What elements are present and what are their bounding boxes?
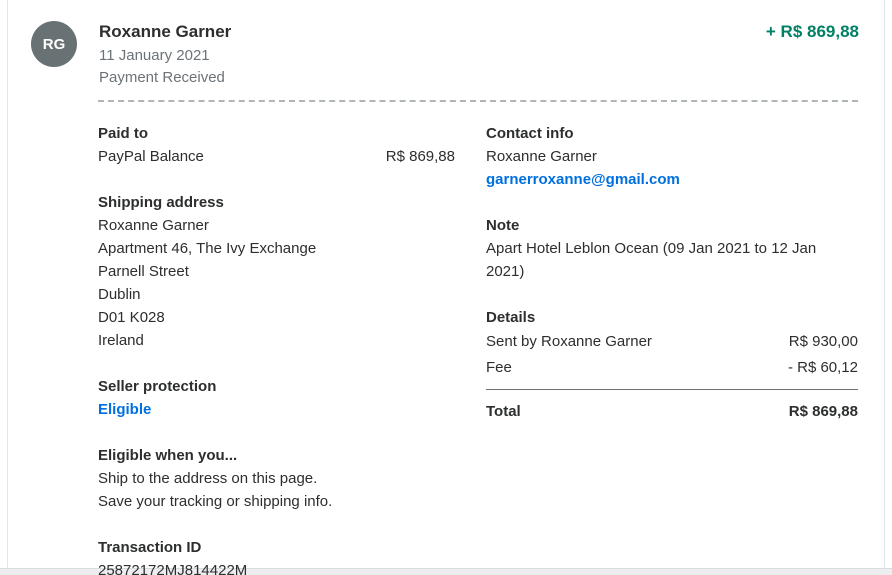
shipping-address-line: Dublin bbox=[98, 286, 141, 303]
total-value: R$ 869,88 bbox=[788, 403, 858, 420]
details-row-total bbox=[486, 399, 858, 425]
shipping-address-heading: Shipping address bbox=[98, 194, 224, 211]
eligibility-line: Ship to the address on this page. bbox=[98, 470, 318, 487]
details-section bbox=[486, 306, 858, 425]
transaction-id-section bbox=[98, 536, 455, 575]
details-row-fee bbox=[486, 355, 858, 381]
paid-to-row bbox=[98, 145, 455, 168]
details-heading: Details bbox=[486, 309, 536, 326]
shipping-address-line: D01 K028 bbox=[98, 309, 165, 326]
details-fee-value: - R$ 60,12 bbox=[787, 359, 858, 376]
right-column bbox=[486, 122, 858, 575]
contact-info-section bbox=[486, 122, 858, 191]
note-heading: Note bbox=[486, 217, 520, 234]
contact-name: Roxanne Garner bbox=[486, 148, 597, 165]
eligibility-line: Save your tracking or shipping info. bbox=[98, 493, 333, 510]
detail-columns bbox=[8, 102, 884, 575]
paid-to-label: PayPal Balance bbox=[98, 148, 204, 165]
details-row-sent-by bbox=[486, 329, 858, 355]
transaction-id-heading: Transaction ID bbox=[98, 539, 202, 556]
transaction-status: Payment Received bbox=[99, 69, 225, 86]
shipping-address-line: Parnell Street bbox=[98, 263, 189, 280]
details-rule bbox=[486, 389, 858, 390]
contact-info-heading: Contact info bbox=[486, 125, 574, 142]
paid-to-section bbox=[98, 122, 455, 168]
transaction-detail-card bbox=[7, 0, 885, 575]
contact-email-link[interactable]: garnerroxanne@gmail.com bbox=[486, 171, 680, 188]
details-sent-by-value: R$ 930,00 bbox=[788, 333, 858, 350]
paid-to-heading: Paid to bbox=[98, 125, 149, 142]
transaction-date: 11 January 2021 bbox=[99, 47, 210, 64]
seller-protection-heading: Seller protection bbox=[98, 378, 217, 395]
avatar-initials: RG bbox=[42, 35, 66, 53]
shipping-address-line: Roxanne Garner bbox=[98, 217, 209, 234]
transaction-amount: + R$ 869,88 bbox=[765, 22, 859, 41]
eligibility-heading: Eligible when you... bbox=[98, 447, 238, 464]
seller-protection-section bbox=[98, 375, 455, 421]
total-label: Total bbox=[486, 403, 521, 420]
shipping-address-section bbox=[98, 191, 455, 352]
counterparty-name: Roxanne Garner bbox=[99, 22, 232, 41]
left-column bbox=[98, 122, 455, 575]
transaction-header bbox=[8, 0, 884, 89]
details-sent-by-label: Sent by Roxanne Garner bbox=[486, 333, 652, 350]
header-text bbox=[99, 21, 766, 89]
eligibility-section bbox=[98, 444, 455, 513]
avatar bbox=[31, 21, 77, 67]
note-section bbox=[486, 214, 858, 283]
shipping-address-line: Ireland bbox=[98, 332, 144, 349]
note-text: Apart Hotel Leblon Ocean (09 Jan 2021 to 12 Jan 2021) bbox=[486, 240, 817, 280]
transaction-id-value: 25872172MJ814422M bbox=[98, 562, 248, 575]
shipping-address-line: Apartment 46, The Ivy Exchange bbox=[98, 240, 317, 257]
seller-protection-eligible-link[interactable]: Eligible bbox=[98, 401, 152, 418]
details-fee-label: Fee bbox=[486, 359, 512, 376]
paid-to-amount: R$ 869,88 bbox=[385, 148, 455, 165]
